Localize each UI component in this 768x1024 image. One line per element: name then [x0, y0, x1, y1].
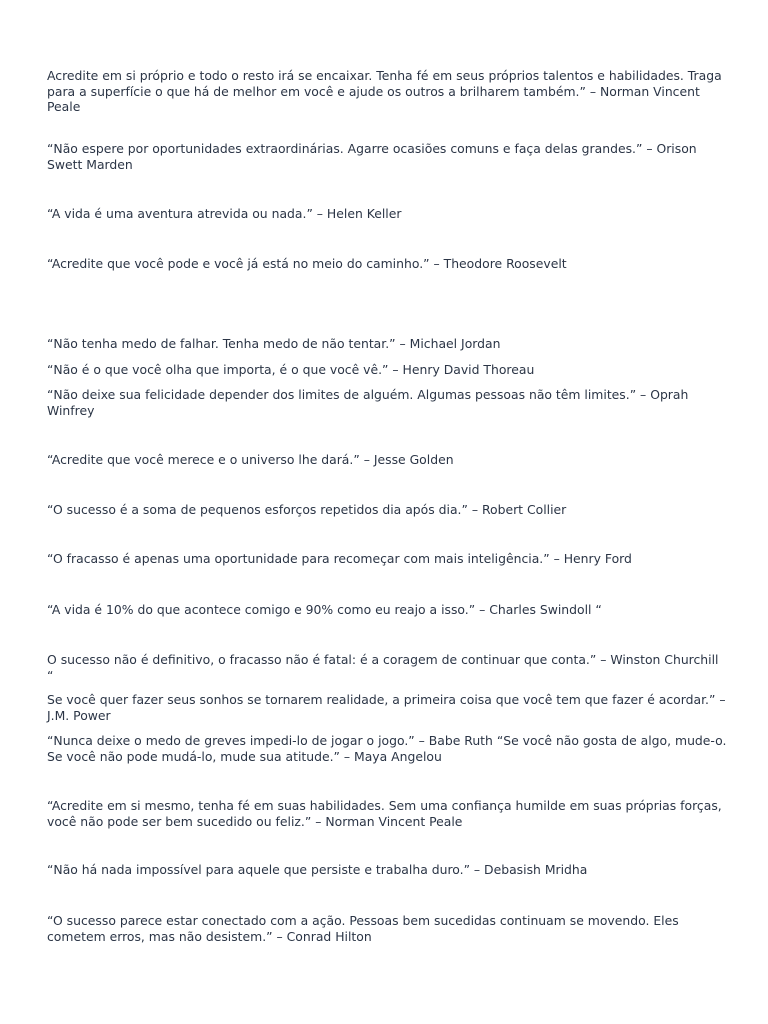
quote-henry-david-thoreau: “Não é o que você olha que importa, é o que você vê.” – Henry David Thoreau — [47, 362, 535, 377]
quote-charles-swindoll: “A vida é 10% do que acontece comigo e 90% como eu reajo a isso.” – Charles Swindoll “ — [47, 602, 602, 617]
quote-michael-jordan: “Não tenha medo de falhar. Tenha medo de não tentar.” – Michael Jordan — [47, 336, 501, 351]
quote-oprah-winfrey: “Não deixe sua felicidade depender dos limites de alguém. Algumas pessoas não têm limites.” – Oprah Winfrey — [47, 387, 689, 418]
quote-debasish-mridha: “Não há nada impossível para aquele que persiste e trabalha duro.” – Debasish Mridha — [47, 862, 588, 877]
quote-conrad-hilton: “O sucesso parece estar conectado com a ação. Pessoas bem sucedidas continuam se movendo. Eles cometem erros, mas não desistem.” – Conrad Hilton — [47, 913, 679, 944]
quote-winston-churchill: O sucesso não é definitivo, o fracasso não é fatal: é a coragem de continuar que conta.” – Winston Churchill “ — [47, 652, 719, 683]
quote-jesse-golden: “Acredite que você merece e o universo lhe dará.” – Jesse Golden — [47, 452, 454, 467]
quote-norman-vincent-peale-2: “Acredite em si mesmo, tenha fé em suas habilidades. Sem uma confiança humilde em suas próprias forças, você não pode ser bem sucedido ou feliz.” – Norman Vincent Peale — [47, 798, 722, 829]
quote-babe-ruth-maya-angelou: “Nunca deixe o medo de greves impedi-lo de jogar o jogo.” – Babe Ruth “Se você não gosta de algo, mude-o. Se você não pode mudá-lo, mude sua atitude.” – Maya Angelou — [47, 733, 727, 764]
quote-henry-ford: “O fracasso é apenas uma oportunidade para recomeçar com mais inteligência.” – Henry Ford — [47, 551, 632, 566]
quote-theodore-roosevelt: “Acredite que você pode e você já está no meio do caminho.” – Theodore Roosevelt — [47, 256, 567, 271]
quote-robert-collier: “O sucesso é a soma de pequenos esforços repetidos dia após dia.” – Robert Collier — [47, 502, 567, 517]
quote-norman-vincent-peale-1: Acredite em si próprio e todo o resto irá se encaixar. Tenha fé em seus próprios talentos e habilidades. Traga para a superfície o que há de melhor em você e ajude os outros a brilharem também.” – Norman Vincent Peale — [47, 68, 722, 115]
quote-helen-keller: “A vida é uma aventura atrevida ou nada.” – Helen Keller — [47, 206, 402, 221]
quote-jm-power: Se você quer fazer seus sonhos se tornarem realidade, a primeira coisa que você tem que fazer é acordar.” – J.M. Power — [47, 692, 726, 723]
quote-orison-swett-marden: “Não espere por oportunidades extraordinárias. Agarre ocasiões comuns e faça delas grandes.” – Orison Swett Marden — [47, 141, 697, 172]
